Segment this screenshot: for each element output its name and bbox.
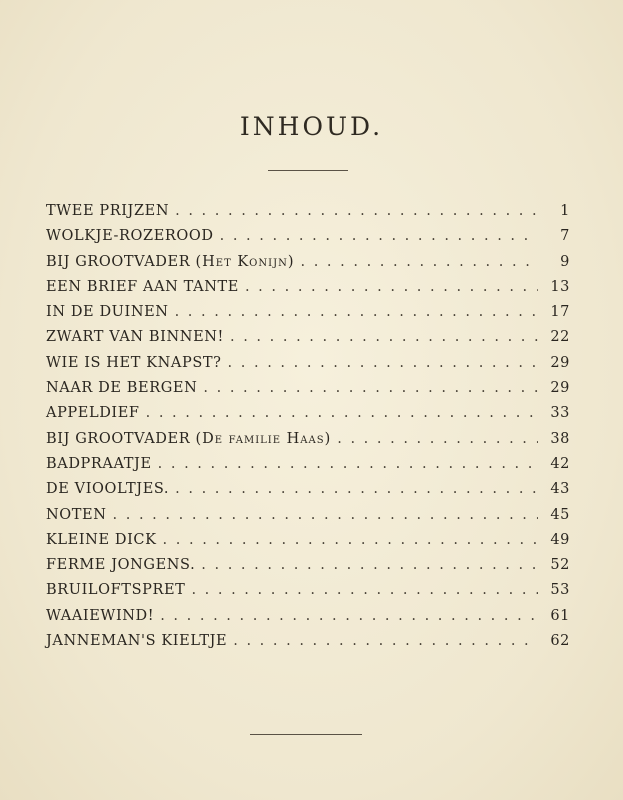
leader-dots xyxy=(113,507,538,523)
toc-page-number: 62 xyxy=(550,633,570,650)
toc-page-number: 33 xyxy=(550,405,570,422)
toc-row xyxy=(46,329,570,354)
leader-dots xyxy=(163,532,538,548)
toc-row xyxy=(46,456,570,481)
leader-dots xyxy=(201,557,538,573)
top-divider xyxy=(268,170,348,171)
leader-dots xyxy=(175,304,538,320)
toc-entry-title: EEN BRIEF AAN TANTE xyxy=(46,278,239,295)
toc-row xyxy=(46,254,570,279)
toc-entry-title: ZWART VAN BINNEN! xyxy=(46,329,224,346)
toc-page-number: 61 xyxy=(550,607,570,624)
toc-row xyxy=(46,557,570,582)
toc-row xyxy=(46,633,570,658)
leader-dots xyxy=(337,431,538,447)
leader-dots xyxy=(160,608,538,624)
toc-page-number: 7 xyxy=(560,228,570,245)
toc-entry-subtitle: (De familie Haas) xyxy=(195,430,332,447)
leader-dots xyxy=(245,279,538,295)
leader-dots xyxy=(230,329,538,345)
toc-entry-title: BADPRAATJE xyxy=(46,455,152,472)
bottom-divider xyxy=(250,734,362,735)
toc-row xyxy=(46,228,570,253)
toc-entry-title: NOTEN xyxy=(46,506,107,523)
toc-row xyxy=(46,431,570,456)
toc-page-number: 53 xyxy=(550,582,570,599)
toc-entry-title: BRUILOFTSPRET xyxy=(46,582,186,599)
table-of-contents xyxy=(46,203,570,658)
leader-dots xyxy=(301,254,539,270)
toc-page-number: 1 xyxy=(560,203,570,219)
toc-entry-title: FERME JONGENS. xyxy=(46,557,196,574)
toc-row xyxy=(46,608,570,633)
toc-page-number: 43 xyxy=(550,481,570,498)
toc-page-number: 22 xyxy=(550,329,570,346)
leader-dots xyxy=(175,481,538,497)
leader-dots xyxy=(191,582,538,598)
toc-row xyxy=(46,507,570,532)
leader-dots xyxy=(233,633,538,649)
toc-row xyxy=(46,304,570,329)
leader-dots xyxy=(175,203,538,219)
toc-page-number: 9 xyxy=(560,253,570,270)
toc-row xyxy=(46,405,570,430)
toc-row xyxy=(46,532,570,557)
toc-row xyxy=(46,279,570,304)
leader-dots xyxy=(228,355,538,371)
leader-dots xyxy=(203,380,538,396)
toc-entry-title: IN DE DUINEN xyxy=(46,304,169,321)
toc-page-number: 13 xyxy=(550,278,570,295)
toc-row xyxy=(46,355,570,380)
toc-entry-title xyxy=(46,431,331,447)
toc-page-number: 17 xyxy=(550,304,570,321)
toc-page-number: 52 xyxy=(550,557,570,574)
toc-page-number: 29 xyxy=(550,354,570,371)
toc-entry-title: TWEE PRIJZEN xyxy=(46,203,170,219)
toc-entry-title xyxy=(46,254,295,270)
toc-entry-title: KLEINE DICK xyxy=(46,531,157,548)
page-title: INHOUD. xyxy=(239,112,384,141)
toc-entry-title: WAAIEWIND! xyxy=(46,607,155,624)
toc-entry-title: WOLKJE-ROZEROOD xyxy=(46,228,214,245)
toc-entry-title: DE VIOOLTJES. xyxy=(46,481,170,498)
toc-row xyxy=(46,203,570,228)
toc-page-number: 38 xyxy=(550,430,570,447)
toc-entry-subtitle: (Het Konijn) xyxy=(195,253,295,270)
toc-entry-title: NAAR DE BERGEN xyxy=(46,380,198,397)
leader-dots xyxy=(146,405,538,421)
toc-entry-title: JANNEMAN'S KIELTJE xyxy=(46,633,228,650)
toc-page-number: 42 xyxy=(550,455,570,472)
toc-row xyxy=(46,380,570,405)
leader-dots xyxy=(220,228,538,244)
toc-page-number: 45 xyxy=(550,506,570,523)
toc-entry-main: BIJ GROOTVADER xyxy=(46,430,191,447)
toc-entry-main: BIJ GROOTVADER xyxy=(46,253,191,270)
toc-row xyxy=(46,582,570,607)
toc-page-number: 29 xyxy=(550,380,570,397)
toc-entry-title: APPELDIEF xyxy=(46,405,140,422)
leader-dots xyxy=(158,456,538,472)
toc-page-number: 49 xyxy=(550,531,570,548)
toc-entry-title: WIE IS HET KNAPST? xyxy=(46,354,222,371)
toc-row xyxy=(46,481,570,506)
